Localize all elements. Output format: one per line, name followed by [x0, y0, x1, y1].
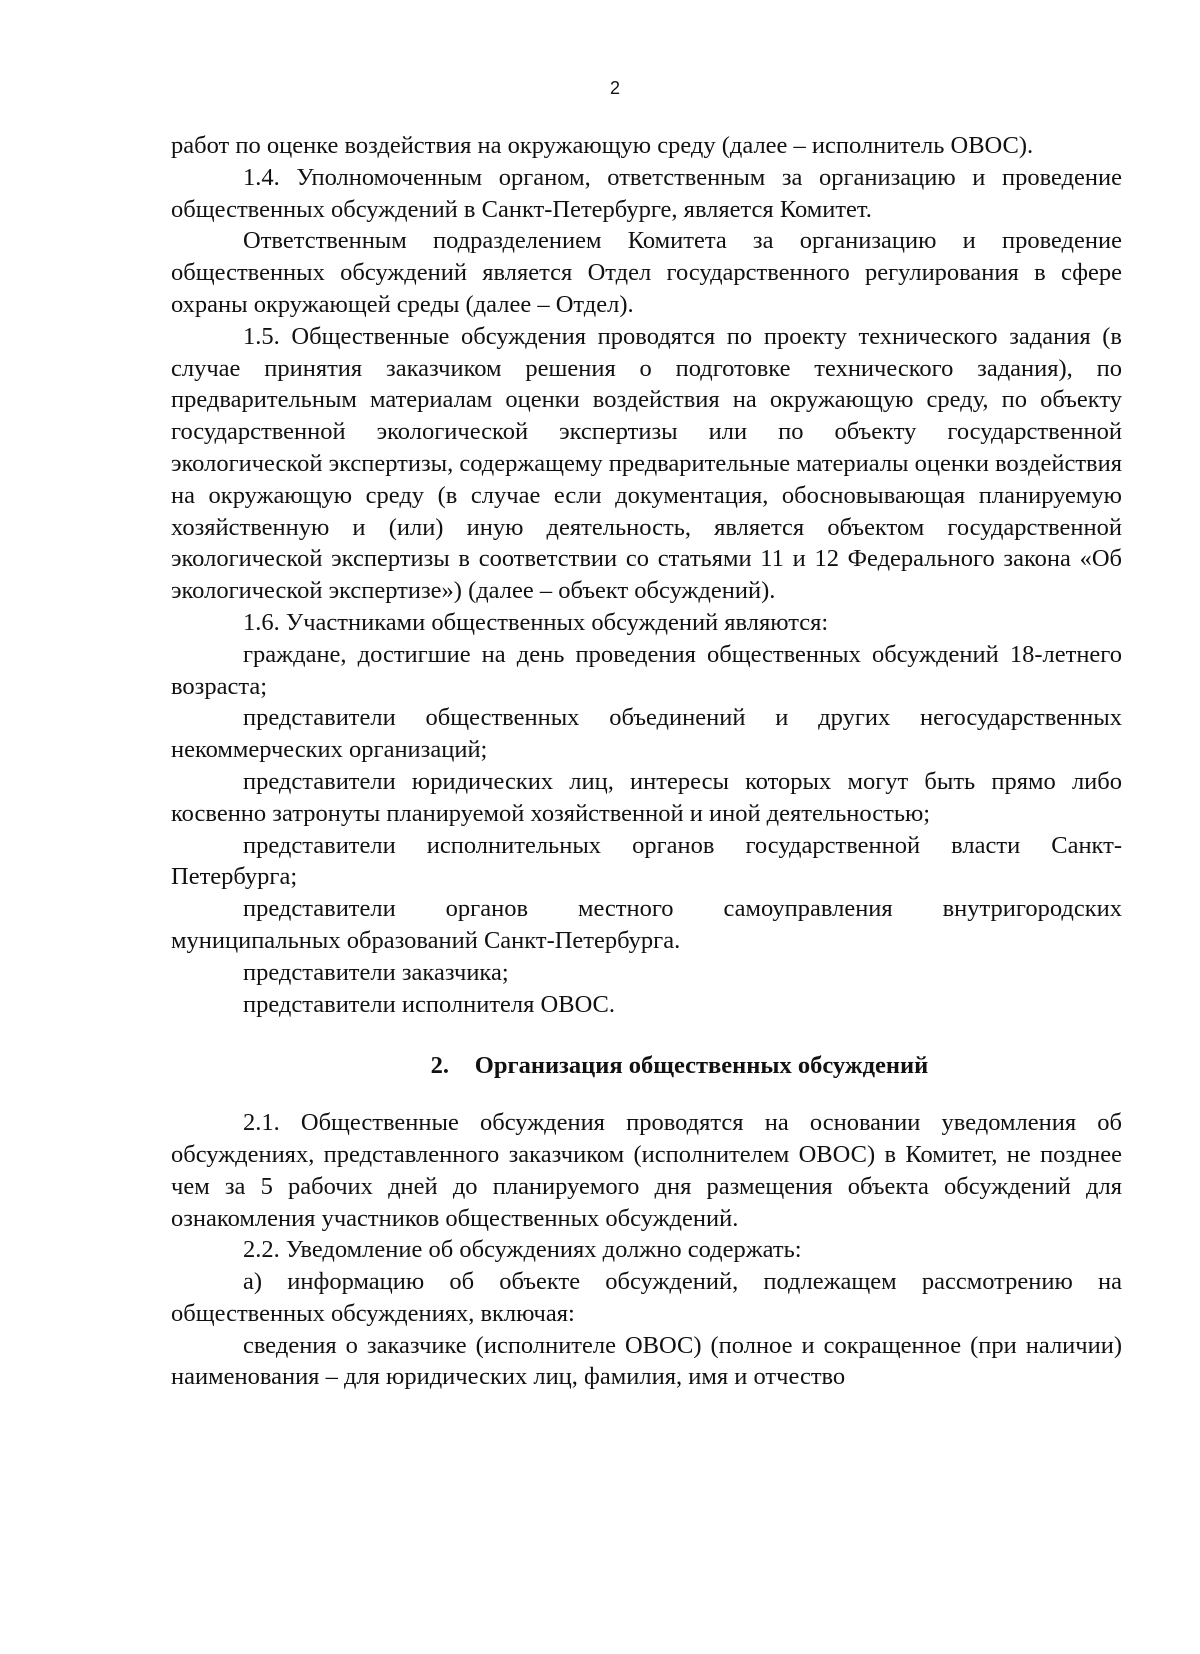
- participant-item: представители исполнителя ОВОС.: [243, 990, 616, 1018]
- participant-item: представители исполнительных органов государственной власти Санкт-Петербурга;: [171, 831, 1122, 891]
- document-body: [171, 130, 1122, 1393]
- paragraph-1-6: 1.6. Участниками общественных обсуждений являются:: [243, 608, 829, 636]
- paragraph-1-5: 1.5. Общественные обсуждения проводятся по проекту технического задания (в случае принятия заказчиком решения о подготовке технического задания), по предварительным материалам оценки воздействия на окружающую среду, по объекту государственной экологической экспертизы или по объекту государственной экологической экспертизы, содержащему предварительные материалы оценки воздействия на окружающую среду (в случае если документация, обосновывающая планируемую хозяйственную и (или) иную деятельность, является объектом государственной экологической экспертизы в соответствии со статьями 11 и 12 Федерального закона «Об экологической экспертизе») (далее – объект обсуждений).: [171, 322, 1122, 605]
- paragraph-continuation: работ по оценке воздействия на окружающую среду (далее – исполнитель ОВОС).: [171, 132, 1034, 159]
- paragraph-customer-info: сведения о заказчике (исполнителе ОВОС) (полное и сокращенное (при наличии) наименования – для юридических лиц, фамилия, имя и отчество: [171, 1331, 1122, 1391]
- section-number: 2.: [430, 1052, 449, 1080]
- paragraph-2-2-a: а) информацию об объекте обсуждений, подлежащем рассмотрению на общественных обсуждениях, включая:: [171, 1268, 1122, 1327]
- participant-item: представители общественных объединений и других негосударственных некоммерческих организаций;: [171, 704, 1122, 764]
- section-heading: [171, 1050, 1122, 1082]
- page-number: 2: [609, 78, 620, 98]
- paragraph-2-1: 2.1. Общественные обсуждения проводятся на основании уведомления об обсуждениях, представленного заказчиком (исполнителем ОВОС) в Комитет, не позднее чем за 5 рабочих дней до планируемого дня размещения объекта обсуждений для ознакомления участников общественных обсуждений.: [171, 1109, 1122, 1232]
- paragraph-responsible-unit: Ответственным подразделением Комитета за организацию и проведение общественных обсуждений является Отдел государственного регулирования в сфере охраны окружающей среды (далее – Отдел).: [171, 227, 1122, 318]
- paragraph-2-2: 2.2. Уведомление об обсуждениях должно содержать:: [243, 1236, 802, 1264]
- section-title: Организация общественных обсуждений: [474, 1052, 929, 1080]
- participant-item: представители заказчика;: [243, 958, 509, 986]
- participant-item: представители органов местного самоуправления внутригородских муниципальных образований Санкт-Петербурга.: [171, 895, 1122, 954]
- participant-item: граждане, достигшие на день проведения общественных обсуждений 18-летнего возраста;: [171, 640, 1122, 700]
- paragraph-1-4: 1.4. Уполномоченным органом, ответственным за организацию и проведение общественных обсуждений в Санкт-Петербурге, является Комитет.: [171, 163, 1122, 223]
- participant-item: представители юридических лиц, интересы которых могут быть прямо либо косвенно затронуты планируемой хозяйственной и иной деятельностью;: [171, 767, 1122, 827]
